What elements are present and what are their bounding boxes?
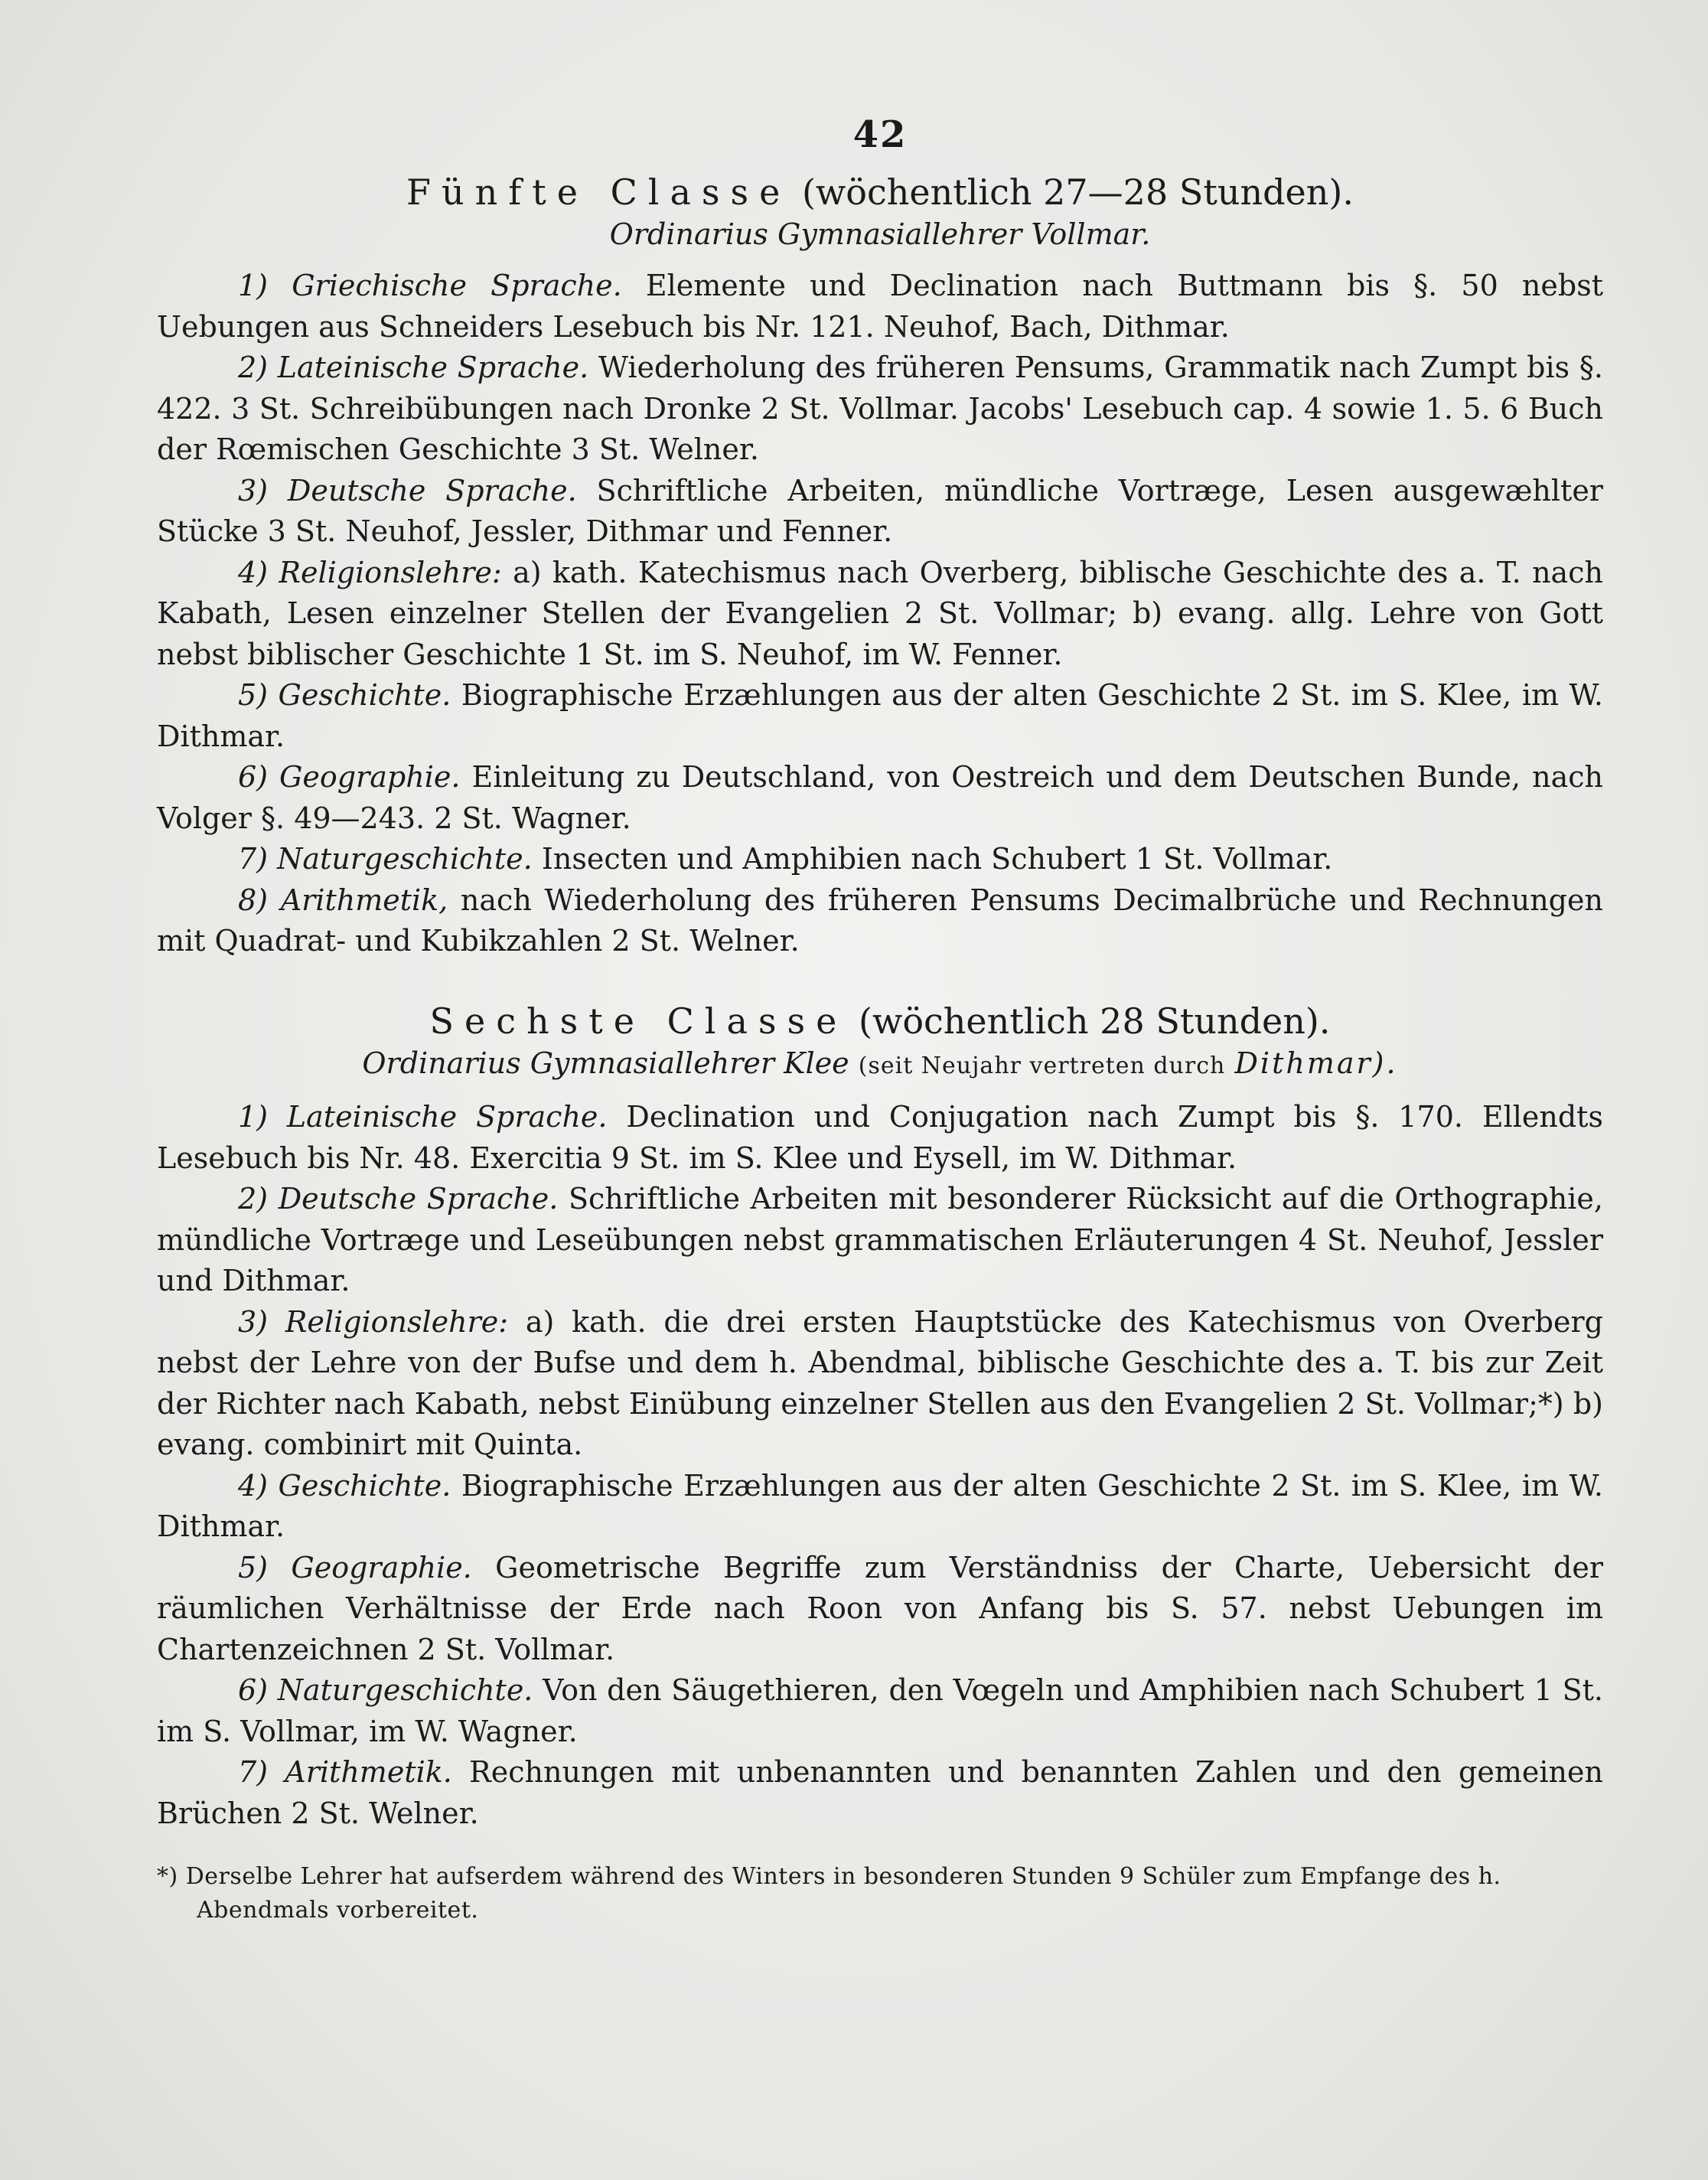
item-subject: Arithmetik. <box>285 1755 452 1789</box>
section-spacer <box>157 962 1603 999</box>
list-item <box>157 471 1603 553</box>
item-text: Wiederholung des früheren Pensums, Grammatik nach Zumpt bis §. 422. 3 St. Schreibübungen nach Dronke 2 St. Vollmar. Jacobs' Lesebuch cap. 4 sowie 1. 5. 6 Buch der Rœmischen Geschichte 3 St. Welner. <box>157 351 1603 466</box>
item-subject: Geographie. <box>291 1550 472 1584</box>
item-text: Rechnungen mit unbenannten und benannten Zahlen und den gemeinen Brüchen 2 St. Welner. <box>157 1755 1603 1830</box>
list-item <box>157 1302 1603 1466</box>
item-number: 4) <box>238 1468 269 1503</box>
list-item <box>157 1670 1603 1752</box>
section-fuenfte-classe <box>157 170 1603 962</box>
item-number: 7) <box>238 842 269 876</box>
section-sechste-classe <box>157 999 1603 1835</box>
item-text: Von den Säugethieren, den Vœgeln und Amphibien nach Schubert 1 St. im S. Vollmar, im W. Wagner. <box>157 1673 1603 1748</box>
section-heading-main: Fünfte Classe <box>406 171 791 213</box>
list-item <box>157 553 1603 676</box>
item-subject: Geographie. <box>279 760 461 794</box>
item-text: Schriftliche Arbeiten mit besonderer Rücksicht auf die Orthographie, mündliche Vortræge und Leseübungen nebst grammatischen Erläuterungen 4 St. Neuhof, Jessler und Dithmar. <box>157 1182 1603 1297</box>
section-heading-main: Sechste Classe <box>429 1000 848 1042</box>
list-item <box>157 1179 1603 1302</box>
item-number: 3) <box>238 1304 269 1339</box>
item-number: 3) <box>238 473 269 507</box>
item-number: 2) <box>238 1182 269 1216</box>
item-subject: Naturgeschichte. <box>277 842 533 876</box>
list-item <box>157 1752 1603 1834</box>
item-number: 1) <box>238 269 269 302</box>
ordinarius-note: (seit Neujahr vertreten durch <box>858 1052 1226 1079</box>
item-number: 4) <box>238 555 269 589</box>
item-number: 8) <box>238 883 269 917</box>
item-subject: Griechische Sprache. <box>292 269 622 302</box>
ordinarius-name: Ordinarius Gymnasiallehrer Klee <box>362 1046 849 1080</box>
ordinarius-line: Ordinarius Gymnasiallehrer Vollmar. <box>609 217 1151 251</box>
item-number: 2) <box>238 351 269 384</box>
section-heading-hours: (wöchentlich 27—28 Stunden). <box>801 171 1354 213</box>
item-text: a) kath. Katechismus nach Overberg, biblische Geschichte des a. T. nach Kabath, Lesen einzelner Stellen der Evangelien 2 St. Vollmar; b) evang. allg. Lehre von Gott nebst biblischer Geschichte 1 St. im S. Neuhof, im W. Fenner. <box>157 555 1603 671</box>
item-text: Geometrische Begriffe zum Verständniss der Charte, Uebersicht der räumlichen Verhältnisse der Erde nach Roon von Anfang bis S. 57. nebst Uebungen im Chartenzeichnen 2 St. Vollmar. <box>157 1550 1603 1666</box>
ordinarius-line <box>157 1043 1603 1087</box>
item-text: Biographische Erzæhlungen aus der alten Geschichte 2 St. im S. Klee, im W. Dithmar. <box>157 1468 1603 1543</box>
item-text: Elemente und Declination nach Buttmann bis §. 50 nebst Uebungen aus Schneiders Lesebuch bis Nr. 121. Neuhof, Bach, Dithmar. <box>157 269 1603 344</box>
item-subject: Geschichte. <box>278 1468 451 1503</box>
footnote: *) Derselbe Lehrer hat aufserdem während des Winters in besonderen Stunden 9 Schüler zum Empfange des h. Abendmals vorbereitet. <box>157 1863 1501 1924</box>
item-subject: Religionslehre: <box>279 555 502 589</box>
list-item <box>157 675 1603 757</box>
section-heading-hours: (wöchentlich 28 Stunden). <box>859 1000 1331 1042</box>
item-subject: Lateinische Sprache. <box>286 1100 608 1134</box>
item-number: 5) <box>238 678 269 712</box>
list-item <box>157 757 1603 839</box>
item-number: 5) <box>238 1550 269 1584</box>
list-item <box>157 266 1603 348</box>
item-text: nach Wiederholung des früheren Pensums Decimalbrüche und Rechnungen mit Quadrat- und Kubikzahlen 2 St. Welner. <box>157 883 1603 958</box>
section-heading <box>157 999 1603 1043</box>
list-item <box>157 348 1603 471</box>
item-subject: Lateinische Sprache. <box>277 351 589 384</box>
item-number: 6) <box>238 760 269 794</box>
item-subject: Religionslehre: <box>285 1304 509 1339</box>
item-subject: Arithmetik, <box>280 883 448 917</box>
section-heading <box>157 170 1603 214</box>
list-item <box>157 839 1603 880</box>
ordinarius-substitute: Dithmar). <box>1234 1046 1398 1080</box>
item-subject: Deutsche Sprache. <box>287 473 577 507</box>
item-text: Biographische Erzæhlungen aus der alten Geschichte 2 St. im S. Klee, im W. Dithmar. <box>157 678 1603 753</box>
item-number: 1) <box>238 1100 269 1134</box>
item-text: a) kath. die drei ersten Hauptstücke des Katechismus von Overberg nebst der Lehre von der Bufse und dem h. Abendmal, biblische Geschichte des a. T. bis zur Zeit der Richter nach Kabath, nebst Einübung einzelner Stellen aus den Evangelien 2 St. Vollmar;*) b) evang. combinirt mit Quinta. <box>157 1304 1603 1461</box>
list-item <box>157 1466 1603 1548</box>
item-subject: Deutsche Sprache. <box>278 1182 559 1216</box>
page-content <box>157 115 1603 1950</box>
list-item <box>157 1548 1603 1671</box>
list-item <box>157 1097 1603 1179</box>
item-subject: Geschichte. <box>278 678 451 712</box>
item-subject: Naturgeschichte. <box>277 1673 533 1707</box>
item-number: 6) <box>238 1673 269 1707</box>
list-item <box>157 880 1603 962</box>
item-text: Einleitung zu Deutschland, von Oestreich und dem Deutschen Bunde, nach Volger §. 49—243. 2 St. Wagner. <box>157 760 1603 835</box>
item-text: Declination und Conjugation nach Zumpt bis §. 170. Ellendts Lesebuch bis Nr. 48. Exercitia 9 St. im S. Klee und Eysell, im W. Dithmar. <box>157 1100 1603 1175</box>
page-number: 42 <box>852 113 908 156</box>
item-text: Schriftliche Arbeiten, mündliche Vortræge, Lesen ausgewæhlter Stücke 3 St. Neuhof, Jessler, Dithmar und Fenner. <box>157 473 1603 548</box>
item-number: 7) <box>238 1755 269 1789</box>
item-text: Insecten und Amphibien nach Schubert 1 St. Vollmar. <box>541 842 1333 876</box>
